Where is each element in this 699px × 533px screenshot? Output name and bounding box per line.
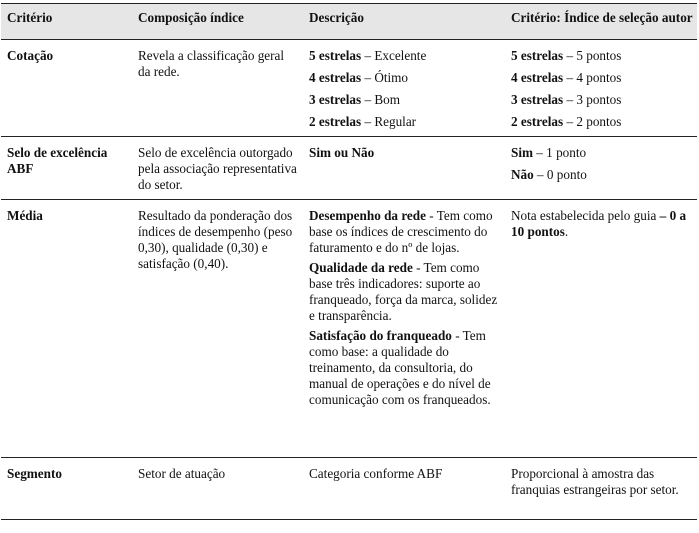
- indice-cell: Nota estabelecida pelo guia – 0 a 10 pontos.: [511, 208, 687, 239]
- table-header-row: [1, 4, 697, 40]
- descricao-line: 4 estrelas – Ótimo: [309, 70, 409, 85]
- indice-cell: Proporcional à amostra das franquias estrangeiras por setor.: [511, 466, 679, 497]
- descricao-cell: [303, 200, 505, 458]
- composicao-cell: Resultado da ponderação dos índices de desempenho (peso 0,30), qualidade (0,30) e satisfação (0,40).: [138, 208, 293, 271]
- table-row-media: [1, 200, 697, 458]
- indice-line: 3 estrelas – 3 pontos: [511, 92, 622, 107]
- table-row-selo: [1, 137, 697, 200]
- descricao-cell: [303, 40, 505, 137]
- descricao-cell: Sim ou Não: [309, 145, 375, 160]
- indice-line: 5 estrelas – 5 pontos: [511, 48, 622, 63]
- descricao-line: 3 estrelas – Bom: [309, 92, 400, 107]
- descricao-paragraph: Qualidade da rede - Tem como base três indicadores: suporte ao franqueado, força da marca, solidez e transparência.: [309, 260, 498, 323]
- descricao-line: 5 estrelas – Excelente: [309, 48, 427, 63]
- header-criterio: Critério: [1, 4, 132, 40]
- table-row-segmento: [1, 458, 697, 520]
- table-row-cotacao: [1, 40, 697, 137]
- criterio-cell: Média: [7, 208, 43, 223]
- indice-cell: [505, 137, 697, 200]
- indice-line: 2 estrelas – 2 pontos: [511, 114, 622, 129]
- criterio-cell: Selo de excelência ABF: [7, 145, 108, 176]
- composicao-cell: Revela a classificação geral da rede.: [138, 48, 285, 79]
- indice-line: Não – 0 ponto: [511, 167, 587, 182]
- indice-cell: [505, 40, 697, 137]
- criteria-table: [1, 3, 697, 520]
- composicao-cell: Setor de atuação: [138, 466, 226, 481]
- criterio-cell: Segmento: [7, 466, 62, 481]
- descricao-line: 2 estrelas – Regular: [309, 114, 417, 129]
- composicao-cell: Selo de excelência outorgado pela associação representativa do setor.: [138, 145, 297, 192]
- descricao-cell: Categoria conforme ABF: [309, 466, 443, 481]
- indice-line: Sim – 1 ponto: [511, 145, 587, 160]
- header-indice: Critério: Índice de seleção autor: [505, 4, 697, 40]
- indice-line: 4 estrelas – 4 pontos: [511, 70, 622, 85]
- header-descricao: Descrição: [303, 4, 505, 40]
- descricao-paragraph: Desempenho da rede - Tem como base os índices de crescimento do faturamento e do nº de lojas.: [309, 208, 493, 255]
- header-composicao: Composição índice: [132, 4, 303, 40]
- criterio-cell: Cotação: [7, 48, 54, 63]
- descricao-paragraph: Satisfação do franqueado - Tem como base: a qualidade do treinamento, da consultoria, do manual de operações e do nível de comunicação com os franqueados.: [309, 328, 491, 407]
